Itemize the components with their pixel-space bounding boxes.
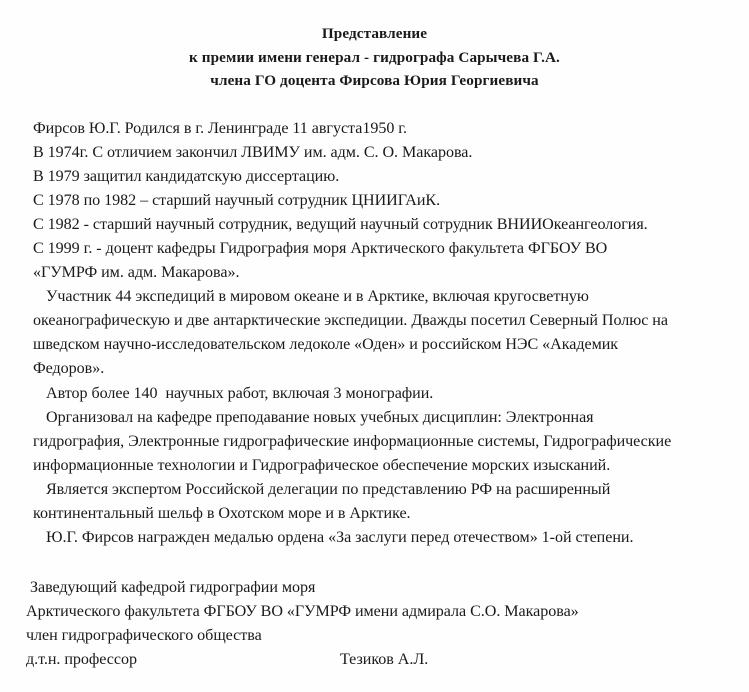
signature-line: Арктического факультета ФГБОУ ВО «ГУМРФ имени адмирала С.О. Макарова» xyxy=(26,603,579,621)
body-line: гидрография, Электронные гидрографические информационные системы, Гидрографические xyxy=(33,432,672,450)
signature-line: член гидрографического общества xyxy=(26,627,262,645)
body-line: В 1974г. С отличием закончил ЛВИМУ им. адм. С. О. Макарова. xyxy=(33,143,473,161)
body-signature-spacer xyxy=(0,550,749,576)
body-line: океанографическую и две антарктические экспедиции. Дважды посетил Северный Полюс на xyxy=(33,312,668,330)
body-line: В 1979 защитил кандидатскую диссертацию. xyxy=(33,167,340,185)
signature-line: Заведующий кафедрой гидрографии моря xyxy=(26,579,316,597)
signature-role-row xyxy=(0,648,749,672)
body-line: Участник 44 экспедиций в мировом океане и в Арктике, включая кругосветную xyxy=(46,288,589,306)
body-line: континентальный шельф в Охотском море и в Арктике. xyxy=(33,505,411,522)
body-line: С 1978 по 1982 – старший научный сотрудник ЦНИИГАиК. xyxy=(33,191,441,209)
body-line: С 1982 - старший научный сотрудник, ведущий научный сотрудник ВНИИОкеангеология. xyxy=(33,215,648,233)
signature-name: Тезиков А.Л. xyxy=(340,651,429,669)
body-line: Автор более 140 научных работ, включая 3 монографии. xyxy=(46,384,434,402)
page-title xyxy=(0,0,749,93)
body-line: Организовал на кафедре преподавание новых учебных дисциплин: Электронная xyxy=(46,408,594,426)
title-line-1: Представление xyxy=(321,25,428,42)
body-line: Федоров». xyxy=(33,360,105,378)
body-line: «ГУМРФ им. адм. Макарова». xyxy=(33,264,240,282)
title-body-spacer xyxy=(0,93,749,117)
body-line: Фирсов Ю.Г. Родился в г. Ленинграде 11 августа1950 г. xyxy=(33,119,408,137)
body-line: Ю.Г. Фирсов награжден медалью ордена «За заслуги перед отечеством» 1-ой степени. xyxy=(46,529,634,547)
signature-role: д.т.н. профессор xyxy=(26,651,137,669)
body-text xyxy=(0,117,749,551)
body-line: информационные технологии и Гидрографическое обеспечение морских изысканий. xyxy=(33,456,611,474)
body-line: С 1999 г. - доцент кафедры Гидрография моря Арктического факультета ФГБОУ ВО xyxy=(33,239,608,257)
title-line-3: члена ГО доцента Фирсова Юрия Георгиевича xyxy=(210,72,539,89)
title-line-2: к премии имени генерал - гидрографа Сарычева Г.А. xyxy=(189,48,560,66)
body-line: шведском научно-исследовательском ледоколе «Оден» и российском НЭС «Академик xyxy=(33,336,619,354)
signature-block xyxy=(0,576,749,672)
body-line: Является экспертом Российской делегации по представлению РФ на расширенный xyxy=(46,480,611,498)
